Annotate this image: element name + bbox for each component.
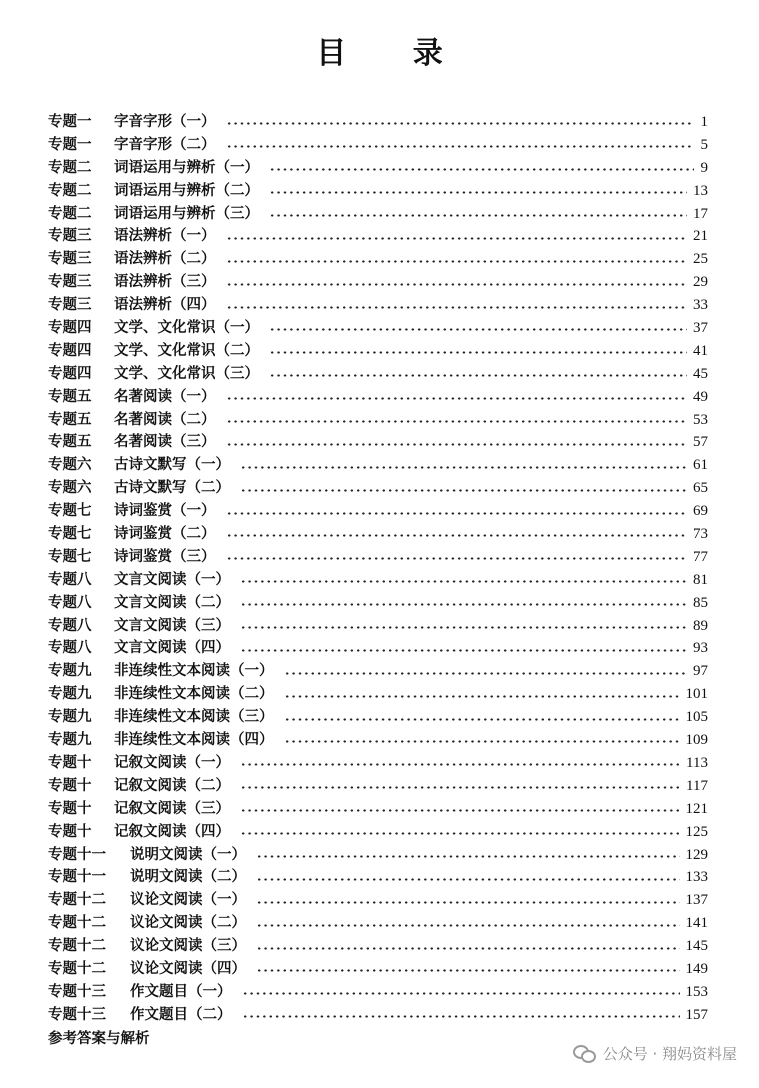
answers-section-label: 参考答案与解析 [48,1030,150,1047]
dot-leader [240,626,687,629]
toc-entry-title: 议论文阅读（四） [130,959,246,977]
dot-leader [226,420,688,423]
toc-page-number: 125 [685,823,708,840]
toc-entry-title: 记叙文阅读（四） [114,822,230,840]
toc-entry-title: 字音字形（一） [114,113,216,130]
toc-page-number: 33 [693,297,708,314]
toc-entry-title: 文言文阅读（三） [114,616,230,634]
toc-topic: 专题七 [48,502,92,520]
dot-leader [256,924,680,927]
dot-leader [284,740,680,743]
toc-entry[interactable] [48,111,708,134]
toc-topic: 专题五 [48,433,92,451]
toc-entry[interactable] [48,844,708,867]
toc-entry-title: 名著阅读（二） [114,410,216,428]
toc-entry-title: 文学、文化常识（二） [114,341,259,359]
toc-entry[interactable] [48,431,708,454]
dot-leader [256,947,680,950]
toc-entry-title: 记叙文阅读（一） [114,753,230,771]
toc-entry[interactable] [48,866,708,889]
toc-page-number: 101 [685,686,708,703]
dot-leader [269,374,687,377]
toc-page-number: 25 [693,251,708,268]
dot-leader [240,763,680,766]
toc-page-number: 57 [693,434,708,451]
toc-entry[interactable] [48,889,708,912]
toc-page-number: 117 [686,777,708,794]
toc-topic: 专题七 [48,525,92,543]
toc-entry[interactable] [48,225,708,248]
toc-topic: 专题九 [48,708,92,726]
toc-page-number: 89 [693,617,708,634]
toc-topic: 专题十二 [48,937,106,955]
toc-entry-title: 议论文阅读（三） [130,937,246,955]
toc-entry[interactable] [48,912,708,935]
toc-topic: 专题十二 [48,914,106,932]
toc-entry[interactable] [48,203,708,226]
toc-page-number: 133 [685,869,708,886]
toc-entry[interactable] [48,340,708,363]
toc-page-number: 157 [685,1006,708,1023]
toc-entry-title: 诗词鉴赏（一） [114,502,216,520]
toc-topic: 专题八 [48,639,92,657]
toc-page-number: 69 [693,503,708,520]
toc-entry[interactable] [48,981,708,1004]
toc-page-number: 17 [693,205,708,222]
watermark-text: 公众号 · 翔妈资料屋 [602,1045,737,1063]
dot-leader [256,878,680,881]
toc-entry-title: 诗词鉴赏（三） [114,547,216,565]
dot-leader [226,512,688,515]
toc-topic: 专题八 [48,616,92,634]
toc-entry-title: 词语运用与辨析（一） [114,158,259,176]
dot-leader [226,237,688,240]
watermark [573,1043,737,1064]
dot-leader [240,809,680,812]
toc-entry[interactable] [48,546,708,569]
toc-entry-title: 作文题目（二） [130,1005,232,1023]
toc-page-number: 149 [685,960,708,977]
toc-page-number: 137 [685,892,708,909]
dot-leader [269,214,687,217]
toc-topic: 专题十三 [48,1005,106,1023]
toc-page-number: 1 [700,114,708,130]
toc-entry[interactable] [48,683,708,706]
toc-page-number: 21 [693,228,708,245]
toc-entry[interactable] [48,523,708,546]
toc-page-number: 93 [693,640,708,657]
toc-entry-title: 名著阅读（三） [114,433,216,451]
toc-topic: 专题十 [48,799,92,817]
toc-topic: 专题五 [48,387,92,405]
toc-topic: 专题九 [48,685,92,703]
toc-entry[interactable] [48,821,708,844]
toc-entry-title: 词语运用与辨析（二） [114,181,259,199]
toc-entry-title: 说明文阅读（一） [130,845,246,863]
dot-leader [226,145,695,148]
toc-topic: 专题十一 [48,845,106,863]
toc-topic: 专题三 [48,227,92,245]
toc-page-number: 145 [685,938,708,955]
dot-leader [269,328,687,331]
toc-page-number: 61 [693,457,708,474]
toc-entry-title: 诗词鉴赏（二） [114,525,216,543]
toc-entry[interactable] [48,409,708,432]
dot-leader [284,695,680,698]
toc-entry[interactable] [48,706,708,729]
toc-page-number: 77 [693,548,708,565]
toc-topic: 专题二 [48,204,92,222]
toc-entry[interactable] [48,775,708,798]
dot-leader [226,122,695,125]
toc-topic: 专题七 [48,547,92,565]
toc-topic: 专题三 [48,250,92,268]
dot-leader [240,580,687,583]
toc-entry[interactable] [48,363,708,386]
toc-page-number: 41 [693,342,708,359]
toc-page-number: 105 [685,709,708,726]
toc-page-number: 49 [693,388,708,405]
page-title: 目 录 [316,36,471,71]
dot-leader [240,603,687,606]
dot-leader [226,283,688,286]
dot-leader [256,855,680,858]
toc-entry-title: 语法辨析（四） [114,296,216,314]
dot-leader [226,534,688,537]
toc-entry[interactable] [48,935,708,958]
toc-page-number: 65 [693,480,708,497]
toc-entry-title: 文学、文化常识（三） [114,364,259,382]
toc-entry-title: 文言文阅读（二） [114,593,230,611]
toc-entry-title: 非连续性文本阅读（四） [114,731,274,749]
toc-entry[interactable] [48,958,708,981]
toc-entry-title: 说明文阅读（二） [130,868,246,886]
dot-leader [240,489,687,492]
dot-leader [256,969,680,972]
table-of-contents [48,111,708,1027]
toc-page-number: 45 [693,365,708,382]
toc-page-number: 153 [685,983,708,1000]
toc-entry[interactable] [48,317,708,340]
dot-leader [240,466,687,469]
toc-topic: 专题三 [48,273,92,291]
toc-topic: 专题一 [48,135,92,153]
toc-page-number: 141 [685,915,708,932]
toc-entry[interactable] [48,500,708,523]
toc-topic: 专题十 [48,753,92,771]
toc-entry-title: 文言文阅读（四） [114,639,230,657]
toc-topic: 专题二 [48,158,92,176]
toc-page-number: 37 [693,320,708,337]
dot-leader [284,718,680,721]
dot-leader [269,351,687,354]
toc-topic: 专题五 [48,410,92,428]
toc-page-number: 13 [693,182,708,199]
toc-topic: 专题一 [48,113,92,130]
toc-topic: 专题八 [48,593,92,611]
toc-entry[interactable] [48,1004,708,1027]
toc-topic: 专题二 [48,181,92,199]
toc-entry[interactable] [48,477,708,500]
dot-leader [240,649,687,652]
toc-entry[interactable] [48,752,708,775]
toc-page-number: 113 [686,754,708,771]
toc-topic: 专题十三 [48,982,106,1000]
toc-entry-title: 古诗文默写（一） [114,456,230,474]
dot-leader [284,672,688,675]
toc-page-number: 129 [685,846,708,863]
toc-entry-title: 非连续性文本阅读（三） [114,708,274,726]
toc-page-number: 81 [693,571,708,588]
toc-entry-title: 文学、文化常识（一） [114,319,259,337]
toc-page-number: 97 [693,663,708,680]
toc-topic: 专题三 [48,296,92,314]
dot-leader [226,557,688,560]
toc-topic: 专题十 [48,776,92,794]
toc-topic: 专题四 [48,364,92,382]
toc-entry-title: 名著阅读（一） [114,387,216,405]
toc-entry-title: 语法辨析（三） [114,273,216,291]
toc-entry[interactable] [48,157,708,180]
toc-topic: 专题四 [48,319,92,337]
toc-entry[interactable] [48,615,708,638]
toc-page-number: 85 [693,594,708,611]
toc-entry-title: 议论文阅读（二） [130,914,246,932]
toc-entry[interactable] [48,134,708,157]
dot-leader [256,901,680,904]
toc-entry[interactable] [48,248,708,271]
toc-page-number: 29 [693,274,708,291]
dot-leader [242,992,680,995]
dot-leader [226,397,688,400]
dot-leader [269,168,694,171]
dot-leader [242,1015,680,1018]
toc-entry-title: 字音字形（二） [114,135,216,153]
toc-entry-title: 非连续性文本阅读（二） [114,685,274,703]
toc-topic: 专题四 [48,341,92,359]
toc-entry-title: 非连续性文本阅读（一） [114,662,274,680]
toc-entry[interactable] [48,569,708,592]
toc-entry-title: 古诗文默写（二） [114,479,230,497]
toc-topic: 专题十 [48,822,92,840]
toc-page-number: 109 [685,732,708,749]
dot-leader [269,191,687,194]
toc-topic: 专题八 [48,570,92,588]
toc-topic: 专题九 [48,731,92,749]
toc-page-number: 73 [693,526,708,543]
toc-page-number: 9 [700,159,708,176]
toc-page-number: 53 [693,411,708,428]
toc-entry[interactable] [48,637,708,660]
toc-entry[interactable] [48,294,708,317]
toc-entry-title: 文言文阅读（一） [114,570,230,588]
wechat-logo-icon [573,1045,595,1063]
toc-entry[interactable] [48,592,708,615]
dot-leader [240,832,680,835]
toc-entry[interactable] [48,660,708,683]
dot-leader [226,443,688,446]
dot-leader [240,786,680,789]
toc-topic: 专题十二 [48,959,106,977]
dot-leader [226,260,688,263]
toc-topic: 专题九 [48,662,92,680]
toc-topic: 专题十一 [48,868,106,886]
toc-entry-title: 语法辨析（一） [114,227,216,245]
dot-leader [226,306,688,309]
toc-topic: 专题六 [48,456,92,474]
toc-entry-title: 议论文阅读（一） [130,891,246,909]
toc-entry[interactable] [48,729,708,752]
toc-entry-title: 记叙文阅读（三） [114,799,230,817]
toc-entry-title: 语法辨析（二） [114,250,216,268]
toc-entry-title: 词语运用与辨析（三） [114,204,259,222]
toc-entry-title: 作文题目（一） [130,982,232,1000]
toc-entry[interactable] [48,386,708,409]
toc-entry[interactable] [48,271,708,294]
toc-entry[interactable] [48,798,708,821]
toc-page-number: 5 [700,136,708,153]
toc-entry[interactable] [48,180,708,203]
toc-page-number: 121 [685,800,708,817]
toc-entry-title: 记叙文阅读（二） [114,776,230,794]
toc-topic: 专题六 [48,479,92,497]
toc-topic: 专题十二 [48,891,106,909]
toc-entry[interactable] [48,454,708,477]
